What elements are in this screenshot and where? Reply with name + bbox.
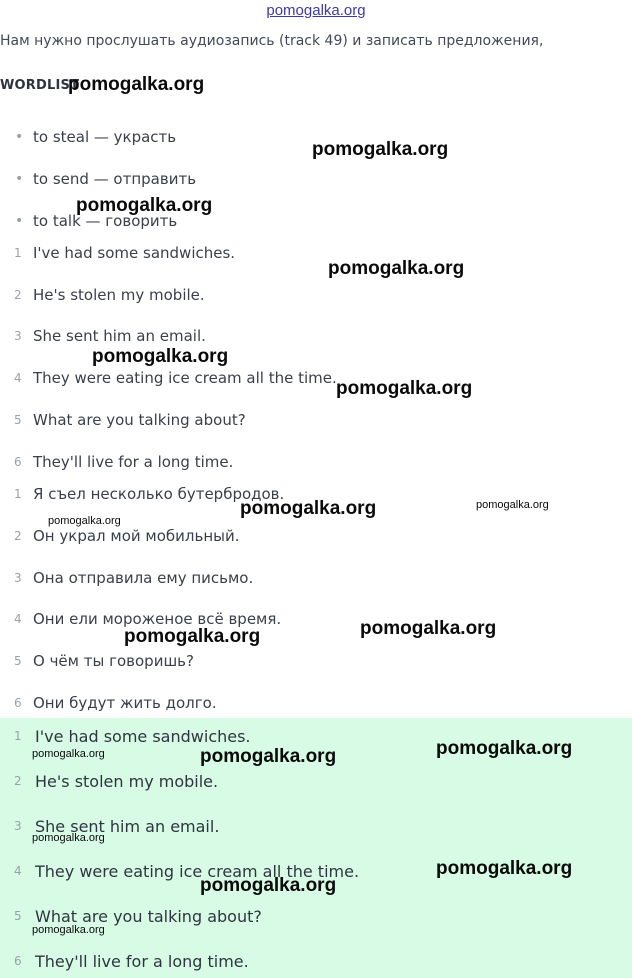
watermark: pomogalka.org <box>124 626 261 647</box>
sentence-number: 1 <box>14 246 22 260</box>
sentence-text: Они будут жить долго. <box>33 694 217 712</box>
sentence-number: 5 <box>14 413 22 427</box>
sentence-number: 6 <box>14 455 22 469</box>
watermark: pomogalka.org <box>240 498 377 519</box>
sentence-number: 2 <box>14 288 22 302</box>
sentence-text: She sent him an email. <box>35 816 220 836</box>
watermark: pomogalka.org <box>48 515 121 527</box>
bullet-icon: • <box>15 213 24 229</box>
watermark: pomogalka.org <box>336 378 473 399</box>
answer-sentence <box>0 767 218 795</box>
sentence-text: Он украл мой мобильный. <box>33 527 240 545</box>
answer-sentence <box>0 947 249 975</box>
sentence-number: 2 <box>14 529 22 543</box>
sentence-number: 5 <box>14 909 22 923</box>
wordlist-item <box>0 167 196 191</box>
sentence-text: I've had some sandwiches. <box>35 726 251 746</box>
bullet-icon: • <box>15 171 24 187</box>
sentence-text: What are you talking about? <box>35 906 262 926</box>
sentence-text: They'll live for a long time. <box>33 453 234 471</box>
sentence-number: 4 <box>14 612 22 626</box>
wordlist-item-text: to talk — говорить <box>33 212 178 230</box>
russian-sentence <box>0 649 194 673</box>
sentence-number: 2 <box>14 774 22 788</box>
wordlist-heading: WORDLIST <box>0 78 80 93</box>
sentence-number: 4 <box>14 864 22 878</box>
sentence-text: They were eating ice cream all the time. <box>35 861 360 881</box>
sentence-number: 5 <box>14 654 22 668</box>
watermark: pomogalka.org <box>436 738 573 759</box>
sentence-text: Она отправила ему письмо. <box>33 569 254 587</box>
watermark: pomogalka.org <box>360 618 497 639</box>
watermark: pomogalka.org <box>312 139 449 160</box>
sentence-text: They'll live for a long time. <box>35 951 249 971</box>
watermark: pomogalka.org <box>436 858 573 879</box>
russian-sentence <box>0 524 239 548</box>
sentence-text: I've had some sandwiches. <box>33 244 236 262</box>
sentence-number: 1 <box>14 729 22 743</box>
bullet-icon: • <box>15 129 24 145</box>
watermark: pomogalka.org <box>476 499 549 511</box>
sentence-number: 3 <box>14 819 22 833</box>
sentence-number: 6 <box>14 954 22 968</box>
sentence-text: They were eating ice cream all the time. <box>33 369 337 387</box>
sentence-text: О чём ты говоришь? <box>33 652 194 670</box>
site-header-link[interactable]: pomogalka.org <box>266 2 366 19</box>
sentence-number: 6 <box>14 696 22 710</box>
sentence-text: He's stolen my mobile. <box>35 771 219 791</box>
sentence-number: 3 <box>14 329 22 343</box>
intro-text: Нам нужно прослушать аудиозапись (track 49) и записать предложения, <box>0 33 544 49</box>
watermark: pomogalka.org <box>200 875 337 896</box>
wordlist-item-text: to send — отправить <box>33 170 197 188</box>
watermark: pomogalka.org <box>32 924 105 936</box>
english-sentence <box>0 283 205 307</box>
sentence-number: 1 <box>14 487 22 501</box>
wordlist-item-text: to steal — украсть <box>33 128 177 146</box>
sentence-number: 4 <box>14 371 22 385</box>
wordlist-item <box>0 125 176 149</box>
watermark: pomogalka.org <box>92 346 229 367</box>
watermark: pomogalka.org <box>200 746 337 767</box>
watermark: pomogalka.org <box>32 832 105 844</box>
russian-sentence <box>0 691 217 715</box>
english-sentence <box>0 241 235 265</box>
sentence-text: Я съел несколько бутербродов. <box>33 485 285 503</box>
sentence-text: She sent him an email. <box>33 327 206 345</box>
english-sentence <box>0 366 337 390</box>
sentence-number: 3 <box>14 571 22 585</box>
sentence-text: Они ели мороженое всё время. <box>33 610 282 628</box>
english-sentence <box>0 324 206 348</box>
sentence-text: He's stolen my mobile. <box>33 286 205 304</box>
watermark: pomogalka.org <box>68 74 205 95</box>
watermark: pomogalka.org <box>328 258 465 279</box>
english-sentence <box>0 450 233 474</box>
sentence-text: What are you talking about? <box>33 411 246 429</box>
russian-sentence <box>0 566 253 590</box>
watermark: pomogalka.org <box>32 748 105 760</box>
english-sentence <box>0 408 246 432</box>
watermark: pomogalka.org <box>76 195 213 216</box>
